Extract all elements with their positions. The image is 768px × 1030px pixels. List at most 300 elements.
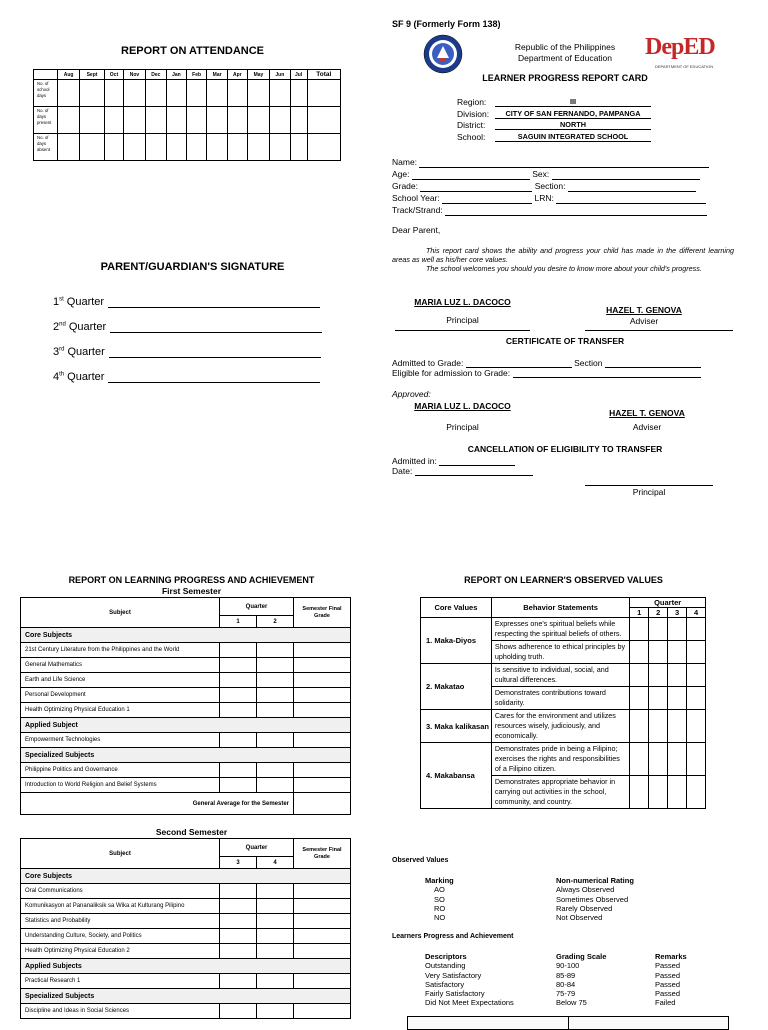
- school-info-row: [457, 97, 667, 109]
- value-rating-cell[interactable]: [687, 641, 706, 664]
- marking-code: RO: [434, 903, 446, 913]
- learner-sex-label: Sex:: [532, 169, 550, 179]
- school-info-row: [457, 132, 667, 144]
- behavior-statement: Cares for the environment and utilizes resources wisely, judiciously, and economically.: [491, 710, 629, 743]
- attendance-cell[interactable]: [290, 80, 307, 107]
- subject-category-row: [21, 628, 351, 643]
- subject-row: [21, 658, 351, 673]
- quarter-suffix: nd: [59, 321, 66, 328]
- attendance-cell[interactable]: [227, 107, 247, 134]
- attendance-cell[interactable]: [247, 134, 269, 161]
- attendance-cell[interactable]: [207, 80, 228, 107]
- final-grade-cell[interactable]: [294, 944, 351, 959]
- behavior-statement: Is sensitive to individual, social, and cultural differences.: [491, 664, 629, 687]
- learner-section-label: Section:: [534, 181, 566, 191]
- subject-category: Specialized Subjects: [21, 989, 351, 1004]
- attendance-cell[interactable]: [58, 107, 80, 134]
- value-rating-cell[interactable]: [687, 687, 706, 710]
- parent-signature-lines: [53, 296, 333, 396]
- transfer-section-label: Section: [574, 358, 603, 368]
- behavior-row: [421, 743, 706, 776]
- value-rating-cell[interactable]: [649, 776, 668, 809]
- grade-cell[interactable]: [220, 703, 257, 718]
- subject-name: Komunikasyon at Pananaliksik sa Wika at Kulturang Pilipino: [21, 899, 220, 914]
- subject-category-row: [21, 959, 351, 974]
- value-rating-cell[interactable]: [630, 776, 649, 809]
- grade-cell[interactable]: [257, 688, 294, 703]
- letter-greeting: Dear Parent,: [392, 225, 441, 235]
- attendance-month-1: Sept: [80, 70, 105, 80]
- quarter-number: 1: [53, 296, 60, 308]
- remarks-text: Passed: [655, 961, 681, 971]
- subject-name: Personal Development: [21, 688, 220, 703]
- adviser-signature-line: [585, 330, 733, 331]
- subject-name: Health Optimizing Physical Education 2: [21, 944, 220, 959]
- subject-category: Applied Subjects: [21, 959, 351, 974]
- subject-row: [21, 703, 351, 718]
- progress-legend-row: [425, 971, 725, 980]
- form-code: SF 9 (Formerly Form 138): [392, 19, 501, 29]
- grade-cell[interactable]: [220, 643, 257, 658]
- learner-name-label: Name:: [392, 157, 418, 167]
- attendance-month-7: Mar: [207, 70, 228, 80]
- school-info-label: School:: [457, 131, 486, 142]
- values-quarter-num: 3: [668, 608, 687, 618]
- observed-legend-header: [425, 876, 685, 885]
- value-rating-cell[interactable]: [668, 641, 687, 664]
- value-rating-cell[interactable]: [687, 743, 706, 776]
- value-rating-cell[interactable]: [630, 743, 649, 776]
- learner-age-label: Age:: [392, 169, 410, 179]
- behavior-row: [421, 710, 706, 743]
- transfer-adviser-name: HAZEL T. GENOVA: [609, 408, 685, 418]
- observed-legend-row: [425, 904, 685, 913]
- subject-category: Core Subjects: [21, 869, 351, 884]
- learner-track-label: Track/Strand:: [392, 205, 443, 215]
- grade-cell[interactable]: [257, 733, 294, 748]
- adviser-name: HAZEL T. GENOVA: [606, 305, 682, 315]
- value-rating-cell[interactable]: [668, 743, 687, 776]
- attendance-month-5: Jan: [166, 70, 186, 80]
- letter-paragraph-1: This report card shows the ability and progress your child has made in the different learning areas as well as his/her core values.: [392, 246, 734, 264]
- grade-cell[interactable]: [220, 1004, 257, 1019]
- value-rating-cell[interactable]: [649, 743, 668, 776]
- attendance-cell[interactable]: [166, 80, 186, 107]
- core-values-header: Core Values: [421, 598, 492, 618]
- remarks-text: Passed: [655, 989, 681, 999]
- final-grade-cell[interactable]: [294, 899, 351, 914]
- scale-text: 90-100: [556, 961, 580, 971]
- subject-name: Empowerment Technologies: [21, 733, 220, 748]
- value-rating-cell[interactable]: [668, 664, 687, 687]
- subject-row: [21, 763, 351, 778]
- quarter-suffix: st: [59, 296, 64, 303]
- values-quarter-num: 2: [649, 608, 668, 618]
- values-quarter-header: Quarter: [630, 598, 706, 608]
- first-semester-title: First Semester: [161, 586, 222, 596]
- observed-values-table: [420, 597, 706, 809]
- value-rating-cell[interactable]: [649, 664, 668, 687]
- progress-legend-row: [425, 989, 725, 998]
- attendance-month-9: May: [247, 70, 269, 80]
- subject-row: [21, 733, 351, 748]
- subject-category-row: [21, 748, 351, 763]
- quarter-signature-field[interactable]: [108, 372, 320, 383]
- subject-category: Applied Subject: [21, 718, 351, 733]
- value-rating-cell[interactable]: [649, 710, 668, 743]
- attendance-cell[interactable]: [307, 107, 340, 134]
- progress-legend-header: [425, 952, 725, 961]
- grade-cell[interactable]: [220, 658, 257, 673]
- attendance-month-4: Dec: [145, 70, 166, 80]
- value-rating-cell[interactable]: [687, 776, 706, 809]
- subject-category-row: [21, 869, 351, 884]
- grade-cell[interactable]: [257, 929, 294, 944]
- first-semester-table: [20, 597, 351, 815]
- behavior-row: [421, 618, 706, 641]
- descriptor-text: Satisfactory: [425, 979, 465, 989]
- final-grade-cell[interactable]: [294, 763, 351, 778]
- attendance-cell[interactable]: [186, 107, 207, 134]
- grade-cell[interactable]: [257, 944, 294, 959]
- final-grade-cell[interactable]: [294, 688, 351, 703]
- quarter-num-header: 1: [220, 616, 257, 628]
- grade-cell[interactable]: [257, 658, 294, 673]
- final-grade-cell[interactable]: [294, 673, 351, 688]
- attendance-cell[interactable]: [145, 80, 166, 107]
- attendance-cell[interactable]: [80, 80, 105, 107]
- grade-cell[interactable]: [220, 688, 257, 703]
- transfer-eligible-label: Eligible for admission to Grade:: [392, 368, 511, 378]
- cancellation-signature-line: [585, 485, 713, 486]
- value-rating-cell[interactable]: [630, 641, 649, 664]
- value-rating-cell[interactable]: [687, 710, 706, 743]
- attendance-cell[interactable]: [207, 134, 228, 161]
- republic-text: Republic of the Philippines: [514, 42, 616, 52]
- quarter-signature-field[interactable]: [108, 297, 320, 308]
- value-rating-cell[interactable]: [668, 710, 687, 743]
- core-value-name: 2. Makatao: [421, 664, 492, 710]
- learner-grade-label: Grade:: [392, 181, 418, 191]
- values-title: REPORT ON LEARNER'S OBSERVED VALUES: [464, 575, 663, 585]
- attendance-cell[interactable]: [270, 107, 291, 134]
- attendance-month-11: Jul: [290, 70, 307, 80]
- subject-name: Introduction to World Religion and Belief Systems: [21, 778, 220, 793]
- grade-cell[interactable]: [257, 899, 294, 914]
- deped-seal-icon: [423, 34, 463, 74]
- attendance-cell[interactable]: [186, 134, 207, 161]
- school-info-row: [457, 120, 667, 132]
- school-info-row: [457, 109, 667, 121]
- school-info-label: District:: [457, 120, 486, 130]
- value-rating-cell[interactable]: [668, 776, 687, 809]
- grade-cell[interactable]: [220, 778, 257, 793]
- school-info-label: Division:: [457, 108, 490, 119]
- value-rating-cell[interactable]: [668, 618, 687, 641]
- learning-title: REPORT ON LEARNING PROGRESS AND ACHIEVEMENT: [68, 575, 315, 585]
- cancellation-principal-title: Principal: [632, 487, 666, 497]
- header-agency: [490, 42, 640, 64]
- letter-body: [392, 246, 734, 273]
- attendance-cell[interactable]: [290, 134, 307, 161]
- subject-name: Earth and Life Science: [21, 673, 220, 688]
- attendance-month-3: Nov: [124, 70, 146, 80]
- attendance-month-10: Jun: [270, 70, 291, 80]
- attendance-cell[interactable]: [124, 80, 146, 107]
- marking-header: Marking: [425, 876, 454, 885]
- value-rating-cell[interactable]: [630, 710, 649, 743]
- attendance-cell[interactable]: [247, 80, 269, 107]
- grade-cell[interactable]: [257, 778, 294, 793]
- transfer-admitted-label: Admitted to Grade:: [392, 358, 464, 368]
- attendance-cell[interactable]: [247, 107, 269, 134]
- attendance-cell[interactable]: [80, 134, 105, 161]
- adviser-title: Adviser: [629, 316, 659, 326]
- attendance-month-8: Apr: [227, 70, 247, 80]
- behavior-header: Behavior Statements: [491, 598, 629, 618]
- quarter-signature-field[interactable]: [109, 347, 321, 358]
- observed-legend-title: Observed Values: [392, 857, 449, 864]
- subject-name: Health Optimizing Physical Education 1: [21, 703, 220, 718]
- quarter-num-header: 4: [257, 857, 294, 869]
- bottom-box-divider: [568, 1017, 569, 1029]
- attendance-cell[interactable]: [80, 107, 105, 134]
- grade-cell[interactable]: [220, 974, 257, 989]
- attendance-cell[interactable]: [270, 80, 291, 107]
- final-grade-cell[interactable]: [294, 884, 351, 899]
- deped-logo-sub: DEPARTMENT OF EDUCATION: [655, 64, 714, 69]
- attendance-cell[interactable]: [145, 107, 166, 134]
- attendance-cell[interactable]: [307, 134, 340, 161]
- attendance-row-label: No. of days absent: [34, 134, 58, 161]
- behavior-statement: Expresses one's spiritual beliefs while respecting the spiritual beliefs of others.: [491, 618, 629, 641]
- subject-row: [21, 643, 351, 658]
- principal-signature-line: [395, 330, 530, 331]
- progress-legend-row: [425, 998, 725, 1007]
- attendance-table: [33, 69, 341, 161]
- deped-logo-text: DepED: [645, 34, 715, 60]
- cancellation-fields: [392, 456, 592, 476]
- grade-cell[interactable]: [220, 899, 257, 914]
- marking-code: SO: [434, 894, 445, 904]
- final-grade-cell[interactable]: [294, 643, 351, 658]
- value-rating-cell[interactable]: [668, 687, 687, 710]
- rating-text: Always Observed: [556, 885, 615, 895]
- quarter-header: Quarter: [220, 598, 294, 616]
- final-grade-cell[interactable]: [294, 914, 351, 929]
- values-header-row: [421, 598, 706, 608]
- remarks-text: Passed: [655, 979, 681, 989]
- transfer-adviser-title: Adviser: [632, 422, 662, 432]
- value-rating-cell[interactable]: [687, 618, 706, 641]
- final-grade-cell[interactable]: [294, 929, 351, 944]
- department-text: Department of Education: [517, 53, 613, 63]
- observed-legend-row: [425, 885, 685, 894]
- rating-header: Non-numerical Rating: [556, 876, 634, 885]
- bottom-box: [407, 1016, 729, 1030]
- grade-cell[interactable]: [220, 673, 257, 688]
- quarter-number: 2: [53, 321, 60, 333]
- general-average-label: General Average for the Semester: [21, 793, 294, 815]
- grade-cell[interactable]: [220, 914, 257, 929]
- attendance-cell[interactable]: [145, 134, 166, 161]
- quarter-label: Quarter: [68, 321, 107, 333]
- second-semester-title: Second Semester: [155, 827, 228, 837]
- scale-text: Below 75: [556, 998, 587, 1008]
- transfer-principal-title: Principal: [446, 422, 479, 432]
- attendance-cell[interactable]: [104, 80, 123, 107]
- attendance-title: REPORT ON ATTENDANCE: [121, 45, 264, 57]
- value-rating-cell[interactable]: [649, 687, 668, 710]
- attendance-month-0: Aug: [58, 70, 80, 80]
- school-info-value: SAGUIN INTEGRATED SCHOOL: [495, 132, 651, 142]
- descriptor-text: Fairly Satisfactory: [425, 989, 485, 999]
- remarks-header: Remarks: [655, 952, 687, 961]
- values-quarter-num: 1: [630, 608, 649, 618]
- quarter-label: Quarter: [67, 346, 105, 358]
- quarter-label: Quarter: [67, 371, 105, 383]
- grade-cell[interactable]: [257, 763, 294, 778]
- attendance-row: [34, 80, 341, 107]
- attendance-cell[interactable]: [124, 134, 146, 161]
- value-rating-cell[interactable]: [649, 641, 668, 664]
- attendance-cell[interactable]: [307, 80, 340, 107]
- attendance-month-6: Feb: [186, 70, 207, 80]
- attendance-cell[interactable]: [186, 80, 207, 107]
- attendance-row-label: No. of days present: [34, 107, 58, 134]
- behavior-row: [421, 664, 706, 687]
- card-title: LEARNER PROGRESS REPORT CARD: [482, 73, 648, 83]
- transfer-eligible-field[interactable]: [513, 377, 701, 378]
- quarter-suffix: rd: [59, 346, 65, 353]
- final-grade-cell[interactable]: [294, 658, 351, 673]
- attendance-cell[interactable]: [166, 134, 186, 161]
- subject-name: Oral Communications: [21, 884, 220, 899]
- rating-text: Sometimes Observed: [556, 894, 629, 904]
- progress-legend-row: [425, 961, 725, 970]
- attendance-cell[interactable]: [58, 134, 80, 161]
- attendance-cell[interactable]: [227, 80, 247, 107]
- attendance-cell[interactable]: [124, 107, 146, 134]
- attendance-cell[interactable]: [166, 107, 186, 134]
- grade-cell[interactable]: [220, 884, 257, 899]
- grade-cell[interactable]: [257, 643, 294, 658]
- quarter-label: Quarter: [66, 296, 105, 308]
- attendance-cell[interactable]: [227, 134, 247, 161]
- grade-cell[interactable]: [257, 974, 294, 989]
- final-grade-cell[interactable]: [294, 778, 351, 793]
- quarter-number: 3: [53, 346, 60, 358]
- attendance-row: [34, 107, 341, 134]
- attendance-cell[interactable]: [270, 134, 291, 161]
- subject-row: [21, 974, 351, 989]
- school-info: [457, 97, 667, 143]
- quarter-signature-row: [53, 296, 333, 321]
- subject-name: Discipline and Ideas in Social Sciences: [21, 1004, 220, 1019]
- subject-name: Understanding Culture, Society, and Politics: [21, 929, 220, 944]
- value-rating-cell[interactable]: [630, 687, 649, 710]
- subject-name: 21st Century Literature from the Philippines and the World: [21, 643, 220, 658]
- school-info-value: III: [495, 97, 651, 107]
- core-value-name: 1. Maka-Diyos: [421, 618, 492, 664]
- cancellation-date-field[interactable]: [415, 475, 533, 476]
- attendance-cell[interactable]: [290, 107, 307, 134]
- final-grade-cell[interactable]: [294, 703, 351, 718]
- grade-cell[interactable]: [257, 673, 294, 688]
- final-grade-cell[interactable]: [294, 974, 351, 989]
- cancellation-admitted-label: Admitted in:: [392, 456, 437, 466]
- grade-cell[interactable]: [220, 733, 257, 748]
- grade-cell[interactable]: [257, 703, 294, 718]
- attendance-cell[interactable]: [58, 80, 80, 107]
- quarter-signature-row: [53, 346, 333, 371]
- attendance-cell[interactable]: [207, 107, 228, 134]
- subject-category: Core Subjects: [21, 628, 351, 643]
- value-rating-cell[interactable]: [649, 618, 668, 641]
- scale-text: 80-84: [556, 979, 576, 989]
- descriptor-text: Outstanding: [425, 961, 466, 971]
- general-average-cell[interactable]: [294, 793, 351, 815]
- quarter-signature-row: [53, 321, 333, 346]
- attendance-month-2: Oct: [104, 70, 123, 80]
- attendance-row: [34, 134, 341, 161]
- semester-header-row: [21, 598, 351, 616]
- grade-cell[interactable]: [257, 1004, 294, 1019]
- subject-row: [21, 1004, 351, 1019]
- quarter-header: Quarter: [220, 839, 294, 857]
- observed-legend-row: [425, 913, 685, 922]
- core-value-name: 4. Makabansa: [421, 743, 492, 809]
- quarter-num-header: 3: [220, 857, 257, 869]
- final-grade-cell[interactable]: [294, 1004, 351, 1019]
- grade-cell[interactable]: [220, 929, 257, 944]
- quarter-signature-field[interactable]: [110, 322, 322, 333]
- grade-cell[interactable]: [220, 944, 257, 959]
- attendance-cell[interactable]: [104, 107, 123, 134]
- school-info-value: NORTH: [495, 120, 651, 130]
- value-rating-cell[interactable]: [687, 664, 706, 687]
- value-rating-cell[interactable]: [630, 618, 649, 641]
- progress-legend-row: [425, 980, 725, 989]
- transfer-fields: [392, 358, 722, 378]
- scale-text: 75-79: [556, 989, 576, 999]
- learner-school-year-label: School Year:: [392, 193, 440, 203]
- observed-legend: [425, 876, 685, 922]
- second-semester-table: [20, 838, 351, 1019]
- transfer-title: CERTIFICATE OF TRANSFER: [505, 336, 625, 346]
- subject-row: [21, 914, 351, 929]
- descriptor-text: Did Not Meet Expectations: [425, 998, 514, 1008]
- learner-track-field[interactable]: [445, 215, 707, 216]
- principal-title: Principal: [446, 315, 479, 325]
- scale-header: Grading Scale: [556, 952, 607, 961]
- subject-row: [21, 944, 351, 959]
- semester-header-row: [21, 839, 351, 857]
- quarter-num-header: 2: [257, 616, 294, 628]
- observed-legend-row: [425, 895, 685, 904]
- grade-cell[interactable]: [220, 763, 257, 778]
- grade-cell[interactable]: [257, 914, 294, 929]
- attendance-cell[interactable]: [104, 134, 123, 161]
- attendance-month-12: Total: [307, 70, 340, 80]
- subject-name: General Mathematics: [21, 658, 220, 673]
- grade-cell[interactable]: [257, 884, 294, 899]
- value-rating-cell[interactable]: [630, 664, 649, 687]
- quarter-suffix: th: [59, 371, 65, 378]
- descriptor-text: Very Satisfactory: [425, 970, 482, 980]
- final-grade-cell[interactable]: [294, 733, 351, 748]
- subject-name: Practical Research 1: [21, 974, 220, 989]
